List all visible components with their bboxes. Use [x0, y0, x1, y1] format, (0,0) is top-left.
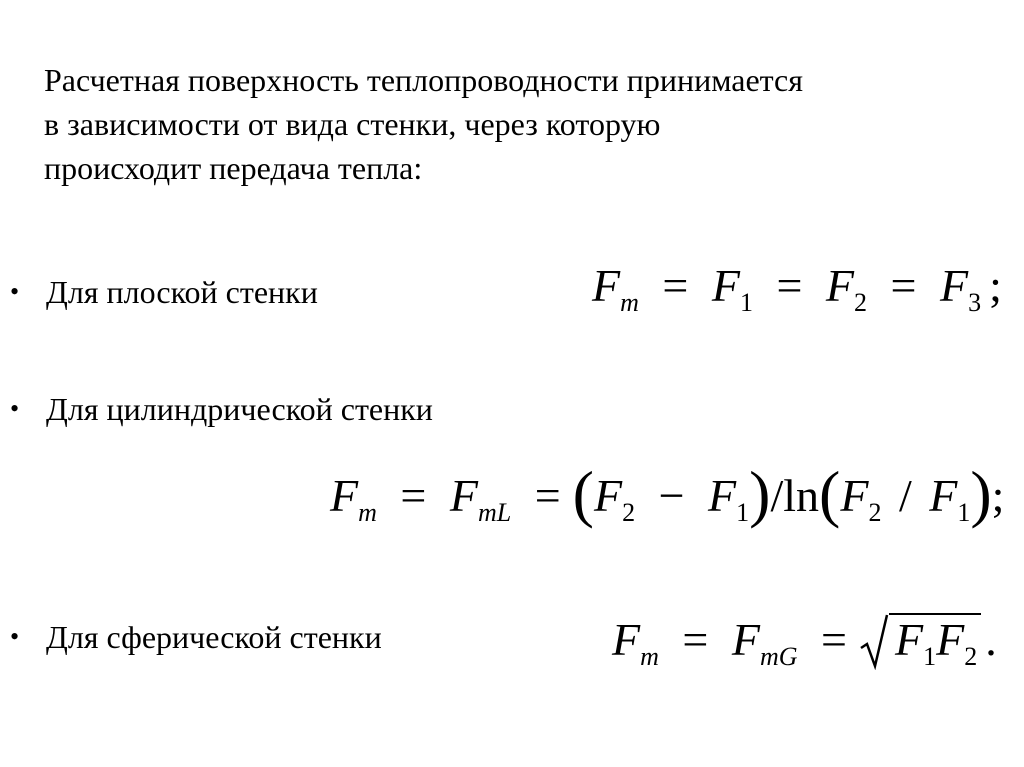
var-F: F — [330, 470, 359, 521]
equals-sign: = — [682, 614, 709, 665]
intro-line-1: Расчетная поверхность теплопроводности принимается — [44, 62, 803, 98]
subscript-3: 3 — [968, 288, 982, 317]
bullet-label: Для сферической стенки — [46, 619, 382, 655]
bullet-label: Для цилиндрической стенки — [46, 391, 433, 427]
subscript-1: 1 — [739, 288, 753, 317]
formula-plane-wall — [592, 258, 1002, 317]
bullet-label: Для плоской стенки — [46, 274, 318, 310]
radical-sign-icon — [859, 614, 889, 670]
var-F: F — [929, 470, 958, 521]
equals-sign: = — [776, 260, 803, 311]
intro-line-2: в зависимости от вида стенки, через которую — [44, 106, 661, 142]
square-root — [859, 612, 981, 671]
right-paren: ) — [749, 458, 771, 529]
ln-function: ln — [783, 470, 820, 521]
var-F: F — [593, 470, 623, 521]
subscript-1: 1 — [957, 498, 971, 527]
subscript-1: 1 — [923, 642, 937, 671]
var-F: F — [840, 470, 869, 521]
equals-sign: = — [534, 470, 561, 521]
intro-paragraph — [44, 58, 1004, 190]
bullet-marker: • — [10, 277, 20, 306]
left-paren: ( — [819, 458, 841, 529]
var-F: F — [825, 260, 855, 311]
bullet-marker: • — [10, 394, 20, 423]
ratio-slash: / — [898, 470, 912, 521]
division-slash: / — [770, 470, 784, 521]
right-paren: ) — [970, 458, 992, 529]
var-F: F — [936, 614, 965, 665]
formula-cylindrical-wall — [330, 458, 1005, 529]
equals-sign: = — [821, 614, 847, 665]
bullet-cylindrical-wall — [10, 390, 433, 428]
left-paren: ( — [572, 458, 594, 529]
bullet-marker: • — [10, 622, 20, 651]
var-F: F — [711, 260, 740, 311]
subscript-1: 1 — [736, 498, 750, 527]
bullet-spherical-wall — [10, 618, 382, 656]
radicand — [889, 613, 981, 671]
subscript-2: 2 — [622, 498, 636, 527]
semicolon: ; — [991, 470, 1005, 521]
subscript-m: m — [620, 288, 639, 317]
subscript-mG: mG — [759, 642, 798, 671]
subscript-m: m — [640, 642, 659, 671]
semicolon: ; — [989, 260, 1002, 311]
equals-sign: = — [890, 260, 917, 311]
subscript-2: 2 — [868, 498, 882, 527]
var-F: F — [449, 470, 478, 521]
bullet-plane-wall — [10, 273, 318, 311]
minus-sign: − — [658, 470, 685, 521]
var-F: F — [894, 614, 924, 665]
var-F: F — [939, 260, 969, 311]
var-F: F — [708, 470, 737, 521]
equals-sign: = — [400, 470, 427, 521]
subscript-mL: mL — [477, 498, 512, 527]
var-F: F — [592, 260, 621, 311]
formula-spherical-wall — [612, 612, 997, 671]
var-F: F — [731, 614, 760, 665]
equals-sign: = — [662, 260, 689, 311]
intro-line-3: происходит передача тепла: — [44, 150, 423, 186]
subscript-m: m — [358, 498, 377, 527]
period: . — [985, 614, 997, 665]
subscript-2: 2 — [964, 642, 978, 671]
var-F: F — [612, 614, 641, 665]
subscript-2: 2 — [854, 288, 868, 317]
